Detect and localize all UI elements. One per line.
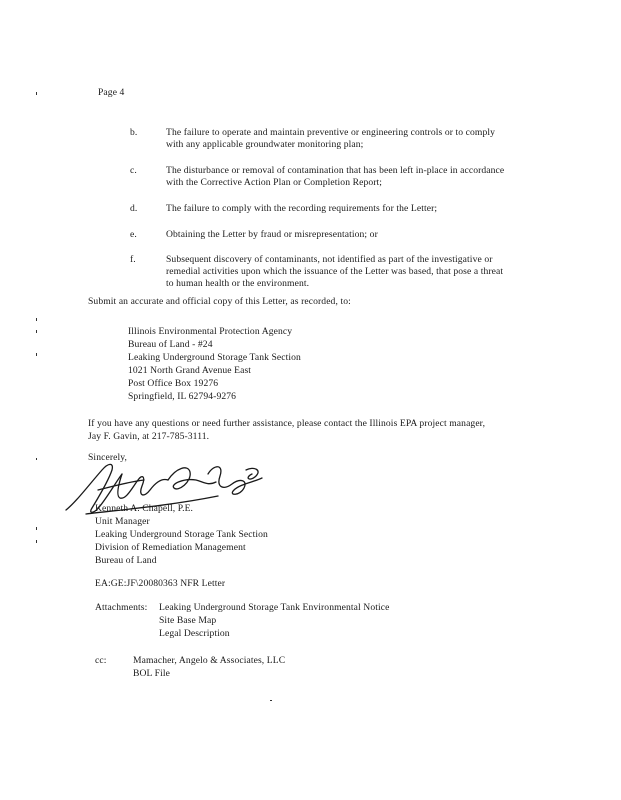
scan-speck (36, 527, 37, 530)
questions-line: Jay F. Gavin, at 217-785-3111. (88, 431, 210, 442)
attachment-item: Legal Description (159, 628, 230, 639)
signer-bureau: Bureau of Land (95, 555, 157, 566)
list-item-e-letter: e. (130, 229, 137, 240)
scan-speck (36, 92, 37, 95)
scan-speck (36, 330, 37, 333)
reference-line: EA:GE:JF\20080363 NFR Letter (95, 578, 226, 589)
scan-speck (36, 353, 37, 356)
attachments-label: Attachments: (95, 602, 148, 613)
address-line: Illinois Environmental Protection Agency (128, 326, 293, 337)
submit-instruction: Submit an accurate and official copy of this Letter, as recorded, to: (88, 296, 351, 307)
address-line: Leaking Underground Storage Tank Section (128, 352, 301, 363)
list-item-b-line-2: with any applicable groundwater monitoring plan; (166, 139, 364, 150)
list-item-d-line-1: The failure to comply with the recording requirements for the Letter; (166, 203, 438, 214)
list-item-f-line-2: remedial activities upon which the issuance of the Letter was based, that pose a threat (166, 266, 504, 277)
list-item-c-line-1: The disturbance or removal of contamination that has been left in-place in accordance (166, 165, 505, 176)
scan-speck (36, 318, 37, 321)
attachment-item: Site Base Map (159, 615, 217, 626)
address-line: 1021 North Grand Avenue East (128, 365, 252, 376)
list-item-d-letter: d. (130, 203, 138, 214)
list-item-b-line-1: The failure to operate and maintain preventive or engineering controls or to comply (166, 127, 496, 138)
scan-speck (36, 540, 37, 543)
list-item-b-letter: b. (130, 127, 138, 138)
list-item-e-line-1: Obtaining the Letter by fraud or misrepresentation; or (166, 229, 378, 240)
signer-section: Leaking Underground Storage Tank Section (95, 529, 268, 540)
cc-label: cc: (95, 655, 107, 666)
scan-speck (270, 700, 272, 701)
scan-speck (36, 458, 37, 460)
list-item-c-line-2: with the Corrective Action Plan or Completion Report; (166, 177, 383, 188)
signer-title: Unit Manager (95, 516, 150, 527)
list-item-f-letter: f. (130, 254, 136, 265)
cc-item: BOL File (133, 668, 170, 679)
address-line: Springfield, IL 62794-9276 (128, 391, 237, 402)
page-label: Page 4 (98, 87, 125, 98)
attachment-item: Leaking Underground Storage Tank Environmental Notice (159, 602, 390, 613)
questions-line: If you have any questions or need further assistance, please contact the Illinois EPA project manager, (88, 418, 486, 429)
list-item-f-line-1: Subsequent discovery of contaminants, not identified as part of the investigative or (166, 254, 493, 265)
address-line: Post Office Box 19276 (128, 378, 219, 389)
closing: Sincerely, (88, 452, 128, 463)
address-line: Bureau of Land - #24 (128, 339, 213, 350)
cc-item: Mamacher, Angelo & Associates, LLC (133, 655, 286, 666)
list-item-c-letter: c. (130, 165, 137, 176)
signer-name: Kenneth A. Chapell, P.E. (95, 503, 194, 514)
list-item-f-line-3: to human health or the environment. (166, 278, 310, 289)
signer-division: Division of Remediation Management (95, 542, 246, 553)
